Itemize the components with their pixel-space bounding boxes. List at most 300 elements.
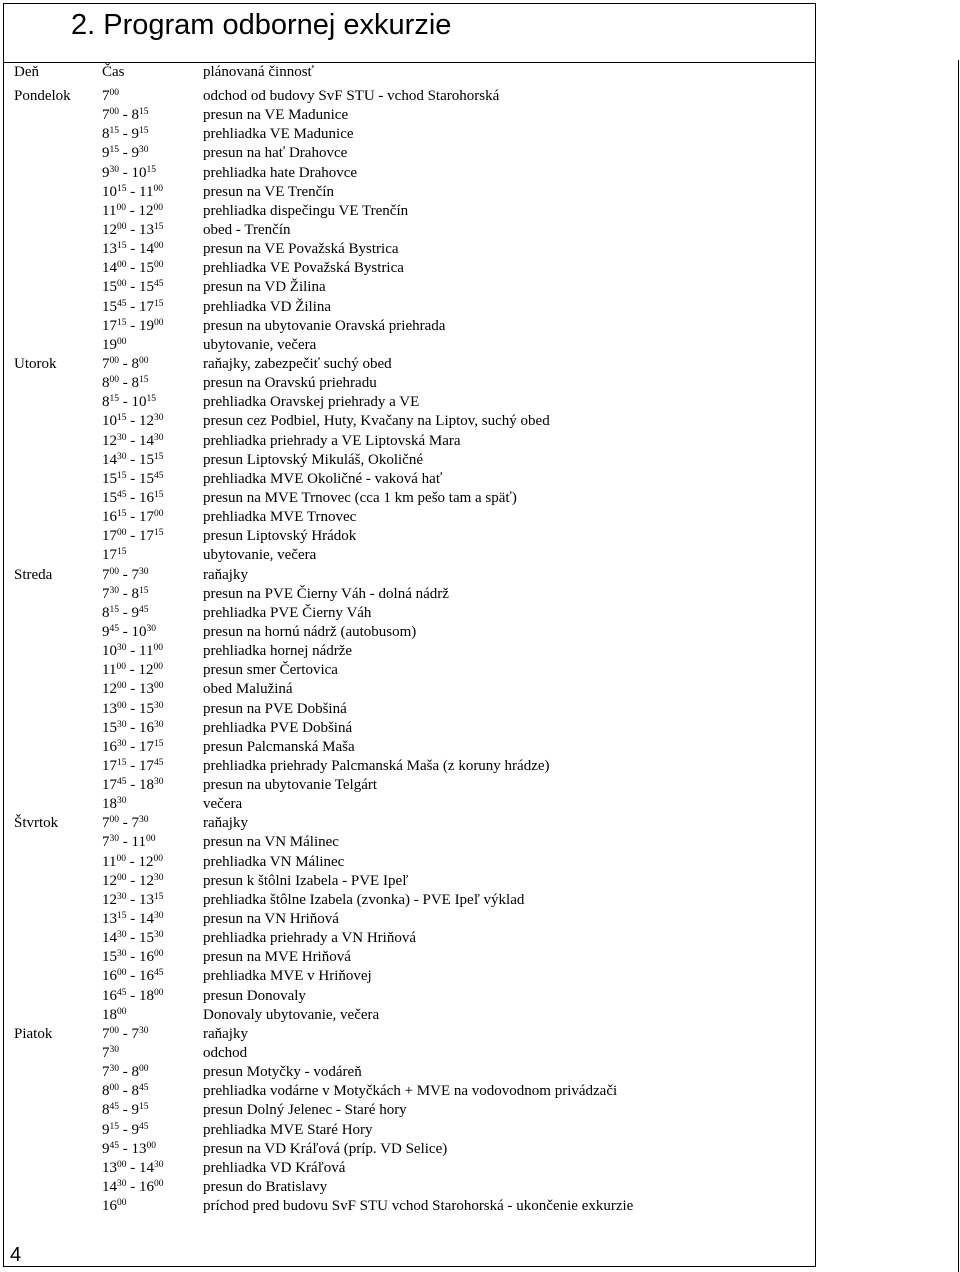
time-minute: 15 [117, 509, 127, 520]
time-separator: - [119, 815, 132, 832]
time-minute: 00 [153, 202, 163, 213]
time-minute: 30 [117, 949, 127, 960]
time-minute: 15 [139, 107, 149, 118]
time-minute: 30 [109, 164, 119, 175]
table-row [0, 642, 960, 661]
time-cell [102, 680, 164, 699]
time-minute: 30 [117, 796, 127, 807]
time-hour: 7 [102, 566, 110, 583]
time-hour: 17 [102, 547, 117, 564]
time-hour: 7 [131, 815, 139, 832]
table-row [0, 585, 960, 604]
time-cell [102, 278, 164, 297]
title-box [4, 4, 815, 63]
time-hour: 14 [102, 260, 117, 277]
time-minute: 00 [154, 241, 164, 252]
time-minute: 45 [109, 623, 119, 634]
time-hour: 8 [102, 604, 110, 621]
table-row [0, 183, 960, 202]
time-cell [102, 546, 127, 565]
time-separator: - [126, 777, 139, 794]
activity-cell: obed - Trenčín [203, 221, 291, 238]
time-separator: - [119, 1140, 132, 1157]
table-row [0, 1063, 960, 1082]
table-row [0, 527, 960, 546]
time-minute: 00 [109, 88, 119, 98]
time-separator: - [126, 681, 139, 698]
time-separator: - [126, 528, 139, 545]
time-cell [102, 585, 149, 604]
activity-cell: prehliadka priehrady a VN Hriňová [203, 930, 416, 947]
time-minute: 15 [154, 298, 164, 309]
time-cell [102, 221, 164, 240]
activity-cell: presun Dolný Jelenec - Staré hory [203, 1102, 407, 1119]
time-hour: 15 [139, 451, 154, 468]
time-minute: 00 [109, 107, 119, 118]
activity-cell: raňajky [203, 1025, 248, 1042]
time-minute: 30 [154, 930, 164, 941]
time-separator: - [119, 566, 132, 583]
time-hour: 13 [131, 1140, 147, 1157]
activity-cell: prehliadka VN Málinec [203, 853, 345, 870]
time-cell [102, 183, 163, 202]
activity-cell: presun na VE Trenčín [203, 183, 334, 200]
time-minute: 00 [145, 834, 156, 845]
time-minute: 00 [109, 1025, 119, 1036]
time-hour: 7 [102, 355, 110, 372]
time-cell [102, 776, 164, 795]
time-minute: 30 [109, 1045, 119, 1056]
time-hour: 9 [131, 126, 139, 143]
time-hour: 14 [139, 911, 154, 928]
time-minute: 45 [109, 1102, 119, 1113]
time-hour: 8 [102, 1083, 110, 1100]
time-minute: 15 [117, 547, 127, 558]
time-cell [102, 948, 164, 967]
time-hour: 9 [102, 623, 110, 640]
time-minute: 15 [146, 164, 156, 175]
time-minute: 45 [139, 1083, 149, 1094]
table-row [0, 1178, 960, 1197]
time-hour: 12 [102, 432, 117, 449]
time-minute: 00 [117, 872, 127, 883]
time-hour: 15 [139, 279, 154, 296]
page-number: 4 [10, 1244, 22, 1266]
time-minute: 00 [153, 853, 163, 864]
time-minute: 00 [117, 968, 127, 979]
time-hour: 18 [102, 1006, 117, 1023]
activity-cell: presun na MVE Hriňová [203, 949, 351, 966]
table-row [0, 432, 960, 451]
time-separator: - [126, 509, 139, 526]
time-hour: 14 [139, 432, 154, 449]
table-row [0, 623, 960, 642]
time-minute: 30 [154, 432, 164, 443]
time-minute: 00 [153, 643, 163, 654]
page-title: 2. Program odbornej exkurzie [71, 9, 452, 41]
day-cell: Streda [14, 566, 53, 583]
table-row [0, 412, 960, 431]
time-minute: 45 [117, 987, 127, 998]
activity-cell: presun Liptovský Mikuláš, Okoličné [203, 451, 423, 468]
table-row [0, 451, 960, 470]
table-row [0, 221, 960, 240]
table-row [0, 948, 960, 967]
table-row [0, 355, 960, 374]
time-hour: 16 [139, 719, 154, 736]
time-separator: - [119, 394, 132, 411]
time-cell [102, 929, 164, 948]
activity-cell: odchod [203, 1045, 248, 1062]
time-hour: 9 [102, 1121, 110, 1138]
time-cell [102, 1025, 149, 1044]
time-minute: 15 [154, 451, 164, 462]
time-minute: 00 [154, 317, 164, 328]
time-hour: 17 [139, 738, 154, 755]
table-row [0, 202, 960, 221]
time-minute: 30 [109, 1064, 119, 1075]
table-row [0, 1006, 960, 1025]
time-separator: - [126, 1159, 139, 1176]
time-hour: 8 [131, 1083, 139, 1100]
time-minute: 00 [117, 681, 127, 692]
time-hour: 8 [131, 585, 139, 602]
time-minute: 30 [139, 1025, 149, 1036]
table-row [0, 278, 960, 297]
table-row [0, 661, 960, 680]
time-minute: 00 [109, 566, 119, 577]
time-cell [102, 661, 163, 680]
time-minute: 00 [109, 1083, 119, 1094]
time-minute: 15 [117, 911, 127, 922]
time-hour: 14 [102, 451, 117, 468]
time-hour: 7 [102, 585, 110, 602]
activity-cell: prehliadka MVE v Hriňovej [203, 968, 372, 985]
activity-cell: presun na Oravskú priehradu [203, 375, 377, 392]
time-cell [102, 757, 164, 776]
time-separator: - [126, 757, 139, 774]
time-cell [102, 833, 155, 852]
time-cell [102, 623, 156, 642]
time-separator: - [126, 432, 139, 449]
time-minute: 45 [139, 1121, 149, 1132]
time-cell [102, 144, 149, 163]
activity-cell: presun na VN Hriňová [203, 911, 339, 928]
table-row [0, 929, 960, 948]
time-separator: - [126, 413, 139, 430]
table-row [0, 1101, 960, 1120]
day-cell: Piatok [14, 1025, 53, 1042]
table-row [0, 393, 960, 412]
time-minute: 15 [117, 241, 127, 252]
table-row [0, 546, 960, 565]
time-minute: 30 [146, 623, 156, 634]
activity-cell: prehliadka MVE Staré Hory [203, 1121, 373, 1138]
activity-cell: odchod od budovy SvF STU - vchod Starohorská [203, 88, 500, 104]
time-minute: 15 [109, 394, 119, 405]
time-separator: - [119, 585, 132, 602]
time-minute: 30 [117, 719, 127, 730]
time-minute: 15 [154, 738, 164, 749]
activity-cell: prehliadka hornej nádrže [203, 643, 353, 660]
time-hour: 8 [102, 394, 110, 411]
time-hour: 11 [139, 183, 154, 200]
time-minute: 00 [109, 375, 119, 386]
time-cell [102, 604, 149, 623]
time-separator: - [119, 1064, 132, 1081]
time-cell [102, 412, 164, 431]
time-hour: 18 [139, 987, 154, 1004]
time-separator: - [126, 221, 139, 238]
time-minute: 15 [139, 585, 149, 596]
table-row [0, 872, 960, 891]
time-hour: 7 [131, 1025, 139, 1042]
activity-cell: presun na VN Málinec [203, 834, 339, 851]
time-separator: - [125, 662, 139, 679]
time-minute: 30 [154, 911, 164, 922]
time-hour: 12 [102, 681, 117, 698]
time-cell [102, 700, 164, 719]
activity-cell: ubytovanie, večera [203, 336, 317, 353]
table-row [0, 987, 960, 1006]
header-activity: plánovaná činnosť [203, 64, 314, 80]
table-row [0, 700, 960, 719]
table-row [0, 125, 960, 144]
table-row [0, 814, 960, 833]
time-minute: 15 [154, 528, 164, 539]
time-hour: 10 [131, 394, 147, 411]
table-row [0, 1044, 960, 1063]
time-minute: 45 [117, 777, 127, 788]
time-minute: 00 [139, 1064, 149, 1075]
time-hour: 13 [139, 681, 154, 698]
time-separator: - [119, 145, 132, 162]
time-hour: 13 [102, 700, 117, 717]
activity-cell: presun Liptovský Hrádok [203, 528, 357, 545]
time-hour: 16 [139, 949, 154, 966]
activity-cell: presun na VD Kráľová (príp. VD Selice) [203, 1140, 448, 1157]
time-separator: - [126, 643, 139, 660]
day-cell: Utorok [14, 355, 57, 372]
time-cell [102, 1101, 149, 1120]
time-separator: - [119, 375, 132, 392]
time-minute: 15 [109, 145, 119, 156]
activity-cell: prehliadka Oravskej priehrady a VE [203, 394, 420, 411]
table-row [0, 489, 960, 508]
time-separator: - [126, 719, 139, 736]
time-minute: 00 [154, 1179, 164, 1190]
time-hour: 16 [102, 987, 117, 1004]
time-hour: 8 [131, 355, 139, 372]
time-minute: 00 [109, 355, 119, 366]
time-minute: 45 [109, 1140, 119, 1151]
activity-cell: presun na PVE Čierny Váh - dolná nádrž [203, 585, 449, 602]
time-minute: 45 [117, 298, 127, 309]
time-cell [102, 240, 164, 259]
time-minute: 00 [154, 681, 164, 692]
activity-cell: presun smer Čertovica [203, 662, 338, 679]
table-row [0, 853, 960, 872]
time-minute: 00 [117, 1159, 127, 1170]
time-minute: 00 [117, 1006, 127, 1017]
time-cell [102, 1159, 164, 1178]
time-cell [102, 527, 164, 546]
time-hour: 15 [102, 719, 117, 736]
table-row [0, 910, 960, 929]
time-minute: 15 [117, 757, 127, 768]
activity-cell: raňajky, zabezpečiť suchý obed [203, 355, 392, 372]
time-minute: 00 [117, 1198, 127, 1209]
activity-cell: večera [203, 796, 243, 813]
time-cell [102, 967, 164, 986]
time-separator: - [126, 183, 139, 200]
time-hour: 12 [102, 872, 117, 889]
activity-cell: presun na VE Madunice [203, 107, 349, 124]
activity-cell: presun Palcmanská Maša [203, 738, 355, 755]
time-separator: - [119, 623, 132, 640]
table-row [0, 1159, 960, 1178]
time-hour: 12 [138, 662, 154, 679]
time-cell [102, 1044, 119, 1063]
time-hour: 12 [138, 853, 154, 870]
time-separator: - [126, 317, 139, 334]
time-hour: 7 [131, 566, 139, 583]
activity-cell: presun k štôlni Izabela - PVE Ipeľ [203, 872, 409, 889]
time-hour: 7 [102, 815, 110, 832]
activity-cell: raňajky [203, 815, 248, 832]
time-cell [102, 259, 164, 278]
table-row [0, 757, 960, 776]
schedule-table [0, 87, 960, 1216]
time-minute: 00 [117, 528, 127, 539]
time-minute: 30 [154, 700, 164, 711]
time-hour: 15 [139, 260, 154, 277]
time-hour: 12 [102, 891, 117, 908]
activity-cell: prehliadka VD Kráľová [203, 1159, 346, 1176]
time-separator: - [126, 298, 139, 315]
time-minute: 15 [154, 891, 164, 902]
table-row [0, 833, 960, 852]
time-cell [102, 393, 156, 412]
time-minute: 45 [154, 968, 164, 979]
table-row [0, 566, 960, 585]
time-hour: 19 [102, 336, 117, 353]
time-minute: 00 [154, 509, 164, 520]
time-minute: 00 [117, 260, 127, 271]
time-hour: 14 [102, 930, 117, 947]
time-minute: 30 [117, 643, 127, 654]
activity-cell: príchod pred budovu SvF STU vchod Starohorská - ukončenie exkurzie [203, 1198, 634, 1215]
time-hour: 14 [102, 1179, 117, 1196]
time-hour: 15 [102, 949, 117, 966]
time-separator: - [126, 930, 139, 947]
time-hour: 17 [102, 777, 117, 794]
time-hour: 7 [102, 1025, 110, 1042]
time-minute: 00 [116, 202, 126, 213]
time-separator: - [126, 891, 139, 908]
time-hour: 15 [102, 489, 117, 506]
time-cell [102, 1197, 127, 1216]
time-cell [102, 1063, 149, 1082]
time-minute: 00 [153, 183, 163, 194]
time-cell [102, 814, 149, 833]
activity-cell: presun na MVE Trnovec (cca 1 km pešo tam a späť) [203, 489, 517, 506]
time-minute: 45 [139, 604, 149, 615]
time-hour: 15 [139, 470, 154, 487]
time-hour: 13 [139, 221, 154, 238]
time-hour: 11 [139, 643, 154, 660]
time-hour: 9 [102, 145, 110, 162]
time-minute: 15 [117, 317, 127, 328]
table-row [0, 680, 960, 699]
time-minute: 00 [139, 355, 149, 366]
header-time: Čas [102, 64, 125, 80]
time-separator: - [126, 949, 139, 966]
table-row [0, 106, 960, 125]
time-hour: 15 [102, 298, 117, 315]
time-hour: 15 [102, 470, 117, 487]
time-minute: 00 [146, 1140, 156, 1151]
time-hour: 9 [102, 1140, 110, 1157]
time-hour: 13 [102, 1159, 117, 1176]
time-cell [102, 566, 149, 585]
time-hour: 17 [139, 528, 154, 545]
time-hour: 8 [131, 1064, 139, 1081]
table-row [0, 144, 960, 163]
time-hour: 11 [102, 662, 117, 679]
time-minute: 15 [117, 413, 127, 424]
time-hour: 10 [131, 164, 147, 181]
table-row [0, 1082, 960, 1101]
time-hour: 17 [102, 317, 117, 334]
time-separator: - [126, 260, 139, 277]
time-cell [102, 508, 164, 527]
time-minute: 30 [117, 432, 127, 443]
time-hour: 8 [131, 107, 139, 124]
time-hour: 9 [102, 164, 110, 181]
time-minute: 45 [117, 489, 127, 500]
time-separator: - [126, 470, 139, 487]
time-minute: 15 [154, 221, 164, 232]
time-hour: 12 [138, 202, 154, 219]
table-row [0, 967, 960, 986]
time-minute: 30 [139, 815, 149, 826]
time-separator: - [119, 1121, 132, 1138]
activity-cell: raňajky [203, 566, 248, 583]
activity-cell: presun na hornú nádrž (autobusom) [203, 623, 417, 640]
time-cell [102, 872, 164, 891]
time-cell [102, 202, 163, 221]
time-hour: 13 [102, 241, 117, 258]
table-row [0, 298, 960, 317]
time-cell [102, 1082, 149, 1101]
time-separator: - [126, 1179, 139, 1196]
activity-cell: prehliadka VD Žilina [203, 298, 332, 315]
activity-cell: prehliadka dispečingu VE Trenčín [203, 202, 409, 219]
activity-cell: presun Donovaly [203, 987, 306, 1004]
time-hour: 12 [139, 872, 154, 889]
time-separator: - [126, 279, 139, 296]
time-minute: 45 [154, 470, 164, 481]
time-separator: - [126, 911, 139, 928]
time-minute: 00 [117, 336, 127, 347]
time-separator: - [119, 834, 132, 851]
time-hour: 11 [131, 834, 146, 851]
time-cell [102, 1140, 156, 1159]
time-cell [102, 87, 119, 106]
day-cell: Štvrtok [14, 815, 59, 832]
activity-cell: ubytovanie, večera [203, 547, 317, 564]
